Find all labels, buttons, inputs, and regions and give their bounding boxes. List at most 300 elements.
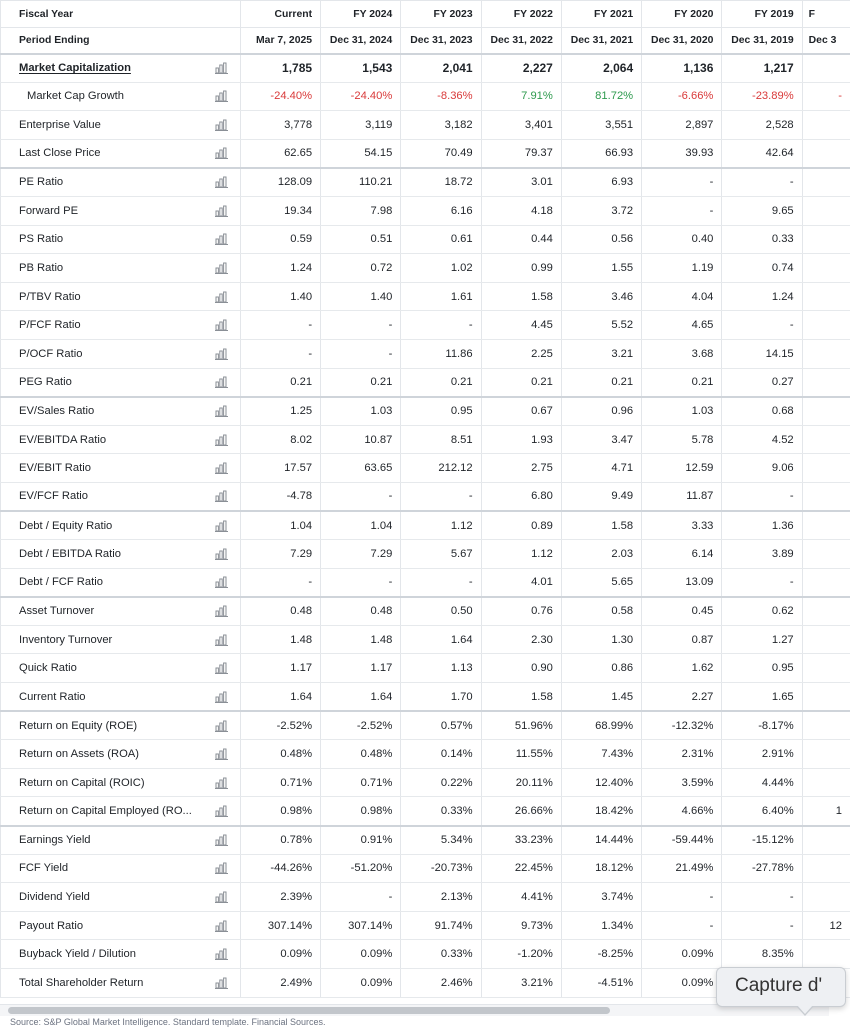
value-cell: 3.89 [722,540,802,569]
value-cell: 3.68 [642,339,722,368]
value-cell: 7.29 [321,540,401,569]
bar-chart-icon[interactable] [215,605,229,617]
value-cell: 14.15 [722,339,802,368]
value-cell: 2.30 [481,625,561,654]
table-row [1,940,850,969]
row-chart-cell[interactable] [204,454,241,483]
row-chart-cell[interactable] [204,196,241,225]
row-label: P/TBV Ratio [1,282,204,311]
row-chart-cell[interactable] [204,683,241,712]
value-cell [802,711,850,740]
row-chart-cell[interactable] [204,597,241,626]
value-cell: 5.52 [561,311,641,340]
column-header-period: Dec 31, 2019 [722,28,802,54]
value-cell: 1.17 [321,654,401,683]
value-cell: 3,551 [561,111,641,140]
value-cell: 6.16 [401,196,481,225]
bar-chart-icon[interactable] [215,348,229,360]
row-chart-cell[interactable] [204,711,241,740]
value-cell [802,139,850,168]
value-cell: 0.61 [401,225,481,254]
table-row [1,196,850,225]
bar-chart-icon[interactable] [215,720,229,732]
value-cell: - [240,311,320,340]
value-cell: 3,119 [321,111,401,140]
row-chart-cell[interactable] [204,883,241,912]
row-chart-cell[interactable] [204,911,241,940]
value-cell [802,683,850,712]
table-row [1,797,850,826]
value-cell: -4.78 [240,482,320,511]
bar-chart-icon[interactable] [215,777,229,789]
bar-chart-icon[interactable] [215,977,229,989]
row-chart-cell[interactable] [204,625,241,654]
table-row [1,111,850,140]
value-cell: 11.86 [401,339,481,368]
value-cell: 0.21 [561,368,641,397]
value-cell: -2.52% [240,711,320,740]
value-cell [802,282,850,311]
row-chart-cell[interactable] [204,397,241,426]
value-cell: 39.93 [642,139,722,168]
value-cell: 0.51 [321,225,401,254]
bar-chart-icon[interactable] [215,291,229,303]
value-cell: 3.33 [642,511,722,540]
value-cell: 0.21 [642,368,722,397]
value-cell: - [642,911,722,940]
value-cell: -23.89% [722,82,802,111]
value-cell: - [722,568,802,597]
row-chart-cell[interactable] [204,139,241,168]
bar-chart-icon[interactable] [215,948,229,960]
value-cell: 1.34% [561,911,641,940]
value-cell: 2,528 [722,111,802,140]
row-label: EV/EBIT Ratio [1,454,204,483]
value-cell: 2,897 [642,111,722,140]
value-cell: 0.21 [401,368,481,397]
value-cell: 0.21 [321,368,401,397]
bar-chart-icon[interactable] [215,634,229,646]
value-cell: 0.21 [240,368,320,397]
value-cell: 2.91% [722,740,802,769]
value-cell: - [401,568,481,597]
value-cell [802,111,850,140]
row-label: Enterprise Value [1,111,204,140]
value-cell: 1 [802,797,850,826]
row-label: Debt / EBITDA Ratio [1,540,204,569]
table-row [1,740,850,769]
value-cell: 19.34 [240,196,320,225]
table-row [1,711,850,740]
row-label: EV/Sales Ratio [1,397,204,426]
capture-tooltip: Capture d' [716,967,846,1007]
value-cell: 26.66% [481,797,561,826]
value-cell: 0.59 [240,225,320,254]
value-cell: 0.22% [401,768,481,797]
table-row [1,225,850,254]
scrollbar-thumb[interactable] [8,1007,610,1014]
value-cell: 0.09% [321,940,401,969]
value-cell: 0.99 [481,254,561,283]
row-chart-cell[interactable] [204,969,241,998]
table-row [1,368,850,397]
value-cell: 42.64 [722,139,802,168]
value-cell: 5.78 [642,425,722,454]
value-cell: - [321,568,401,597]
value-cell: 3,182 [401,111,481,140]
bar-chart-icon[interactable] [215,891,229,903]
value-cell: 9.49 [561,482,641,511]
value-cell: 0.48 [321,597,401,626]
value-cell: 1.24 [722,282,802,311]
table-row [1,911,850,940]
table-row [1,397,850,426]
value-cell: 5.67 [401,540,481,569]
value-cell: 12 [802,911,850,940]
value-cell: 2,041 [401,54,481,83]
value-cell: 4.44% [722,768,802,797]
column-header-fy: FY 2023 [401,1,481,28]
value-cell: 0.56 [561,225,641,254]
value-cell: 1.64 [240,683,320,712]
row-label: Asset Turnover [1,597,204,626]
table-row [1,454,850,483]
column-header-fy: F [802,1,850,28]
value-cell: 1.04 [240,511,320,540]
bar-chart-icon[interactable] [215,205,229,217]
bar-chart-icon[interactable] [215,805,229,817]
header-chart-spacer [204,28,241,54]
value-cell [802,625,850,654]
value-cell: 0.62 [722,597,802,626]
value-cell: 1.48 [321,625,401,654]
value-cell: 7.91% [481,82,561,111]
table-header [1,1,850,54]
bar-chart-icon[interactable] [215,147,229,159]
value-cell: 18.42% [561,797,641,826]
value-cell [802,311,850,340]
bar-chart-icon[interactable] [215,748,229,760]
row-label: Total Shareholder Return [1,969,204,998]
value-cell: -27.78% [722,854,802,883]
bar-chart-icon[interactable] [215,62,229,74]
value-cell: 4.65 [642,311,722,340]
table-row [1,54,850,83]
value-cell: 1.12 [481,540,561,569]
bar-chart-icon[interactable] [215,920,229,932]
value-cell: - [240,339,320,368]
row-chart-cell[interactable] [204,225,241,254]
value-cell: 0.98% [240,797,320,826]
value-cell: 7.98 [321,196,401,225]
value-cell [802,883,850,912]
value-cell: 1.19 [642,254,722,283]
value-cell: 3.21% [481,969,561,998]
value-cell: -59.44% [642,826,722,855]
row-label: Earnings Yield [1,826,204,855]
row-chart-cell[interactable] [204,339,241,368]
value-cell: - [802,82,850,111]
bar-chart-icon[interactable] [215,462,229,474]
value-cell: 0.78% [240,826,320,855]
value-cell: - [321,883,401,912]
row-label: Return on Capital (ROIC) [1,768,204,797]
row-label: Payout Ratio [1,911,204,940]
row-label: Market Cap Growth [1,82,204,111]
table-row [1,540,850,569]
value-cell: -1.20% [481,940,561,969]
value-cell: 1.70 [401,683,481,712]
value-cell [802,511,850,540]
value-cell: 18.72 [401,168,481,197]
bar-chart-icon[interactable] [215,662,229,674]
row-chart-cell[interactable] [204,254,241,283]
tooltip-arrow-inner [797,1005,813,1014]
column-header-fy: FY 2020 [642,1,722,28]
row-label: Return on Assets (ROA) [1,740,204,769]
row-label: Last Close Price [1,139,204,168]
row-chart-cell[interactable] [204,940,241,969]
row-chart-cell[interactable] [204,482,241,511]
row-chart-cell[interactable] [204,854,241,883]
bar-chart-icon[interactable] [215,233,229,245]
bar-chart-icon[interactable] [215,319,229,331]
value-cell: 5.34% [401,826,481,855]
value-cell: - [321,311,401,340]
value-cell: 0.90 [481,654,561,683]
value-cell: 0.09% [240,940,320,969]
value-cell: 4.41% [481,883,561,912]
value-cell: 1,543 [321,54,401,83]
value-cell: -44.26% [240,854,320,883]
row-label[interactable]: Market Capitalization [1,54,204,83]
row-chart-cell[interactable] [204,568,241,597]
value-cell: 0.40 [642,225,722,254]
row-label: P/FCF Ratio [1,311,204,340]
value-cell: 1.40 [321,282,401,311]
bar-chart-icon[interactable] [215,90,229,102]
table-row [1,139,850,168]
value-cell: - [321,482,401,511]
value-cell: 0.89 [481,511,561,540]
value-cell: 0.09% [321,969,401,998]
footnote: Source: S&P Global Market Intelligence. Standard template. Financial Sources. [10,1017,326,1027]
value-cell: - [321,339,401,368]
value-cell: 4.71 [561,454,641,483]
row-chart-cell[interactable] [204,82,241,111]
value-cell: 1.04 [321,511,401,540]
row-chart-cell[interactable] [204,282,241,311]
value-cell: 6.40% [722,797,802,826]
value-cell: - [642,883,722,912]
row-chart-cell[interactable] [204,654,241,683]
period-ending-label: Period Ending [1,28,204,54]
value-cell: 0.48% [321,740,401,769]
table-row [1,311,850,340]
bar-chart-icon[interactable] [215,862,229,874]
value-cell: - [722,911,802,940]
value-cell: 0.72 [321,254,401,283]
value-cell [802,254,850,283]
row-label: PB Ratio [1,254,204,283]
value-cell: 1.40 [240,282,320,311]
row-chart-cell[interactable] [204,797,241,826]
value-cell: 9.06 [722,454,802,483]
bar-chart-icon[interactable] [215,490,229,502]
value-cell: 1.93 [481,425,561,454]
table-row [1,654,850,683]
value-cell [802,826,850,855]
row-label: PS Ratio [1,225,204,254]
value-cell [802,597,850,626]
value-cell: 2.27 [642,683,722,712]
row-label: PE Ratio [1,168,204,197]
value-cell: 0.14% [401,740,481,769]
value-cell: - [401,482,481,511]
value-cell: 7.43% [561,740,641,769]
value-cell: 0.09% [642,940,722,969]
value-cell: 128.09 [240,168,320,197]
value-cell: 0.48% [240,740,320,769]
value-cell: 1.55 [561,254,641,283]
table-row [1,854,850,883]
value-cell: - [722,883,802,912]
value-cell: 8.51 [401,425,481,454]
value-cell: 0.33% [401,940,481,969]
row-label: Buyback Yield / Dilution [1,940,204,969]
value-cell [802,854,850,883]
bar-chart-icon[interactable] [215,376,229,388]
bar-chart-icon[interactable] [215,520,229,532]
value-cell: -20.73% [401,854,481,883]
row-chart-cell[interactable] [204,368,241,397]
value-cell: -8.17% [722,711,802,740]
value-cell: 6.80 [481,482,561,511]
row-chart-cell[interactable] [204,540,241,569]
table-row [1,339,850,368]
value-cell: -6.66% [642,82,722,111]
table-row [1,883,850,912]
horizontal-scrollbar[interactable] [0,1004,829,1016]
column-header-period: Dec 3 [802,28,850,54]
value-cell: 1.02 [401,254,481,283]
value-cell: 4.45 [481,311,561,340]
value-cell: 2,227 [481,54,561,83]
value-cell [802,540,850,569]
header-chart-spacer [204,1,241,28]
row-chart-cell[interactable] [204,168,241,197]
value-cell: 54.15 [321,139,401,168]
value-cell: 1.61 [401,282,481,311]
value-cell: 0.67 [481,397,561,426]
bar-chart-icon[interactable] [215,548,229,560]
bar-chart-icon[interactable] [215,576,229,588]
value-cell: 68.99% [561,711,641,740]
row-chart-cell[interactable] [204,826,241,855]
value-cell: 0.45 [642,597,722,626]
value-cell: 8.02 [240,425,320,454]
column-header-period: Dec 31, 2024 [321,28,401,54]
bar-chart-icon[interactable] [215,691,229,703]
value-cell: 0.48 [240,597,320,626]
table-body [1,54,850,998]
value-cell: 110.21 [321,168,401,197]
value-cell: 1.27 [722,625,802,654]
value-cell: 0.58 [561,597,641,626]
value-cell [802,339,850,368]
row-chart-cell[interactable] [204,768,241,797]
bar-chart-icon[interactable] [215,119,229,131]
row-chart-cell[interactable] [204,511,241,540]
value-cell: 0.57% [401,711,481,740]
value-cell: 0.21 [481,368,561,397]
value-cell: 1.03 [321,397,401,426]
value-cell: -8.36% [401,82,481,111]
value-cell: -2.52% [321,711,401,740]
value-cell [802,740,850,769]
value-cell: 6.93 [561,168,641,197]
value-cell: 4.52 [722,425,802,454]
value-cell: 2.49% [240,969,320,998]
value-cell: 1.64 [321,683,401,712]
value-cell: - [401,311,481,340]
value-cell: 79.37 [481,139,561,168]
table-row [1,625,850,654]
row-chart-cell[interactable] [204,111,241,140]
value-cell: 1.65 [722,683,802,712]
value-cell: 1,136 [642,54,722,83]
value-cell: 33.23% [481,826,561,855]
table-row [1,425,850,454]
column-header-fy: FY 2022 [481,1,561,28]
row-chart-cell[interactable] [204,54,241,83]
table-row [1,768,850,797]
value-cell [802,397,850,426]
value-cell: 2.13% [401,883,481,912]
value-cell [802,454,850,483]
bar-chart-icon[interactable] [215,434,229,446]
value-cell [802,196,850,225]
bar-chart-icon[interactable] [215,262,229,274]
value-cell: - [240,568,320,597]
value-cell [802,482,850,511]
value-cell: 20.11% [481,768,561,797]
value-cell: 0.33% [401,797,481,826]
value-cell: 62.65 [240,139,320,168]
row-chart-cell[interactable] [204,425,241,454]
row-chart-cell[interactable] [204,311,241,340]
value-cell: 1,785 [240,54,320,83]
value-cell: 3.47 [561,425,641,454]
value-cell: 1.58 [481,282,561,311]
column-header-period: Dec 31, 2022 [481,28,561,54]
value-cell: 0.71% [240,768,320,797]
row-chart-cell[interactable] [204,740,241,769]
row-label: Return on Equity (ROE) [1,711,204,740]
value-cell: 63.65 [321,454,401,483]
value-cell: 0.74 [722,254,802,283]
bar-chart-icon[interactable] [215,834,229,846]
value-cell: 3,401 [481,111,561,140]
value-cell: 1.12 [401,511,481,540]
column-header-period: Mar 7, 2025 [240,28,320,54]
value-cell: 2.75 [481,454,561,483]
bar-chart-icon[interactable] [215,176,229,188]
table-row [1,511,850,540]
value-cell: 17.57 [240,454,320,483]
value-cell: 2.03 [561,540,641,569]
bar-chart-icon[interactable] [215,405,229,417]
